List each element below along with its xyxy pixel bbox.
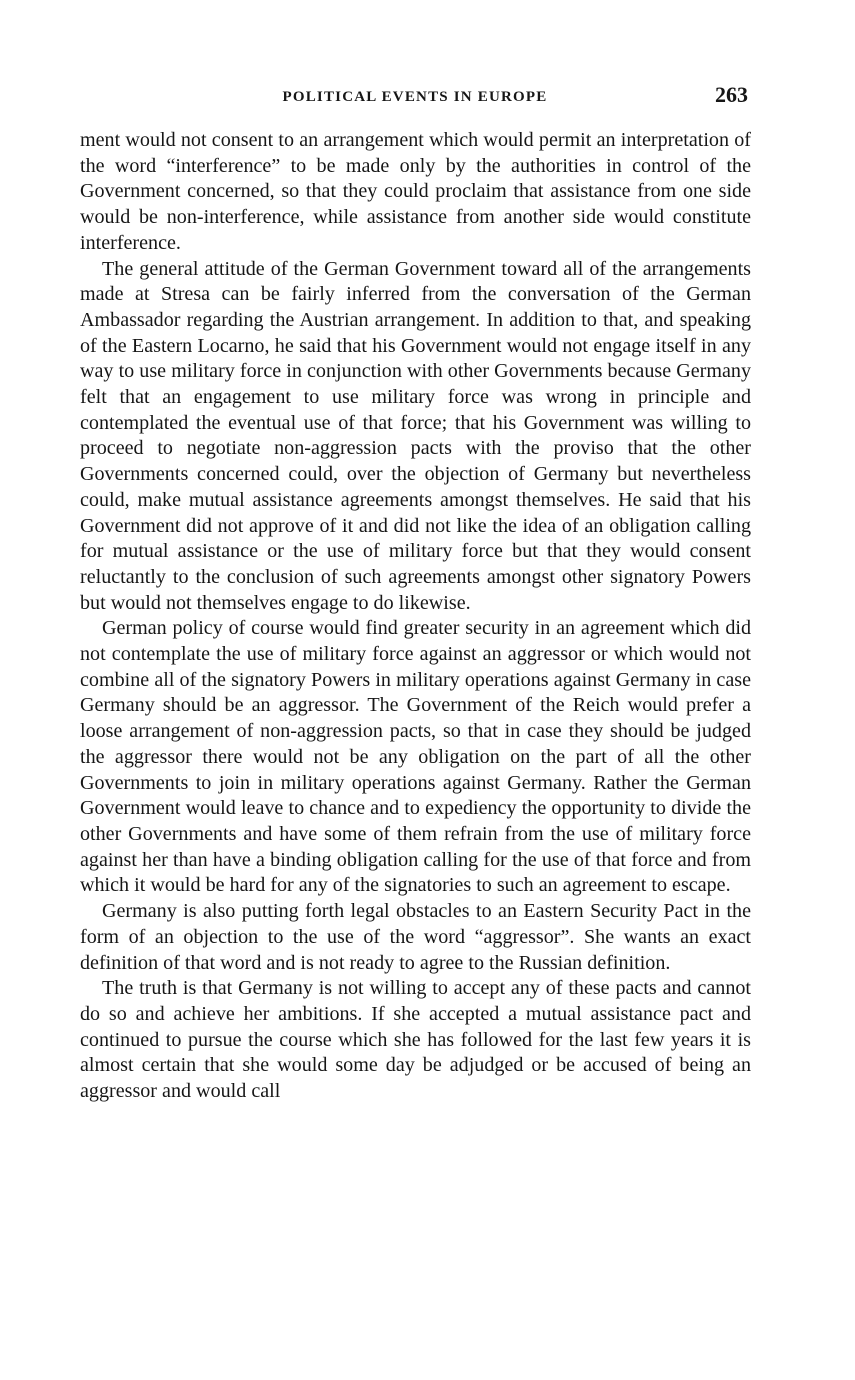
paragraph-stresa-attitude: The general attitude of the German Government toward all of the arrangements made at Stresa can be fairly inferred from the conversation of the German Ambassador regarding the Austrian arrangement. In addition to that, and speaking of the Eastern Locarno, he said that his Government would not engage itself in any way to use military force in conjunction with other Governments because Germany felt that an engagement to use military force was wrong in principle and contemplated the eventual use of that force; that his Government was willing to proceed to negotiate non-aggression pacts with the proviso that the other Governments concerned could, over the objection of Germany but nevertheless could, make mutual assistance agreements amongst themselves. He said that his Government did not approve of it and did not like the idea of an obligation calling for mutual assistance or the use of military force but that they would consent reluctantly to the conclusion of such agreements amongst other signatory Powers but would not themselves engage to do likewise. (80, 257, 751, 614)
paragraph-continuation: ment would not consent to an arrangement which would permit an interpretation of the word “interference” to be made only by the authorities in control of the Government concerned, so that they could proclaim that assistance from one side would be non-interference, while assistance from another side would constitute interference. (80, 129, 751, 254)
text-body (80, 128, 751, 1105)
paragraph-german-policy: German policy of course would find greater security in an agreement which did not contemplate the use of military force against an aggressor or which would not combine all of the signatory Powers in military operations against Germany in case Germany should be an aggressor. The Government of the Reich would prefer a loose arrangement of non-aggression pacts, so that in case they should be judged the aggressor there would not be any obligation on the part of all the other Governments to join in military operations against Germany. Rather the German Government would leave to chance and to expediency the opportunity to divide the other Governments and have some of them refrain from the use of military force against her than have a binding obligation calling for the use of that force and from which it would be hard for any of the signatories to such an agreement to escape. (80, 617, 751, 897)
running-title: POLITICAL EVENTS IN EUROPE (282, 89, 548, 105)
paragraph-truth: The truth is that Germany is not willing to accept any of these pacts and cannot do so and achieve her ambitions. If she accepted a mutual assistance pact and continued to pursue the course which she has followed for the last few years it is almost certain that she would some day be adjudged or be accused of being an aggressor and would call (80, 977, 751, 1103)
paragraph-legal-obstacles: Germany is also putting forth legal obstacles to an Eastern Security Pact in the form of an objection to the use of the word “aggressor”. She wants an exact definition of that word and is not ready to agree to the Russian definition. (80, 900, 751, 974)
page-number: 263 (715, 82, 748, 107)
running-head (80, 80, 750, 112)
